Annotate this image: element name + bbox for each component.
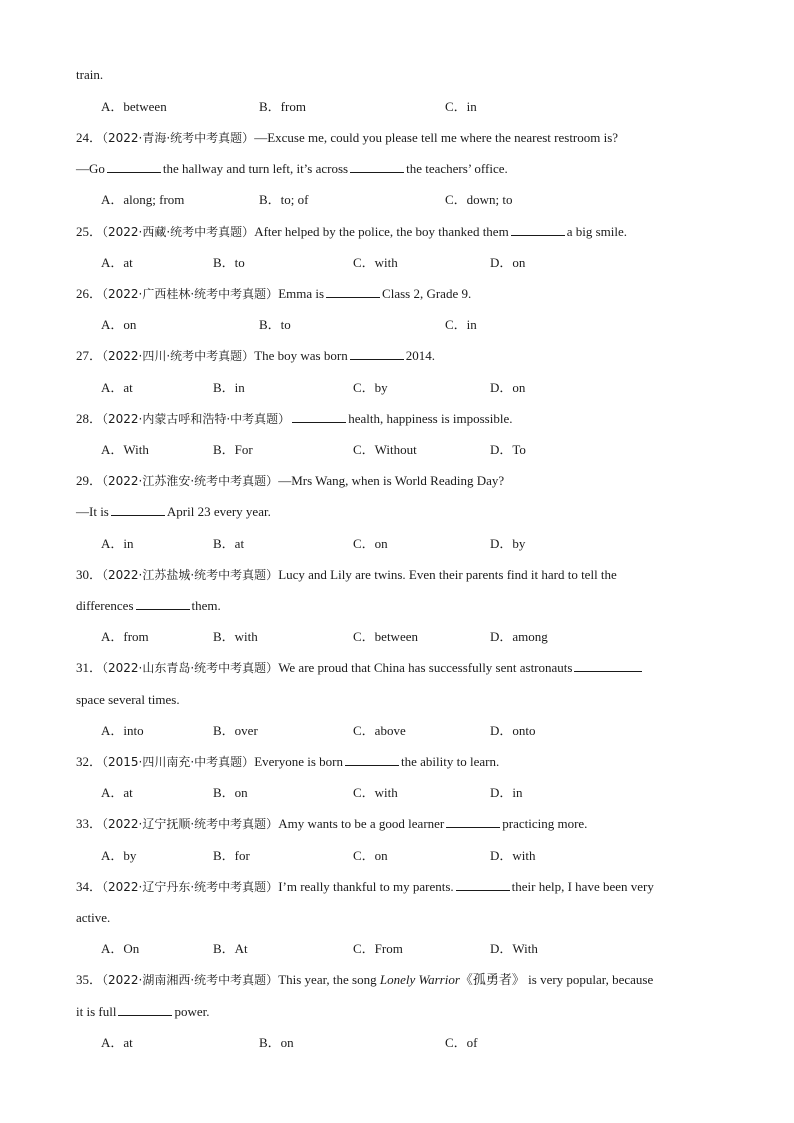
answer-blank [345, 752, 399, 766]
option-b: B．for [213, 848, 250, 863]
option-b: B．For [213, 442, 253, 457]
option-c: C．by [353, 380, 388, 395]
option-a: A．With [101, 442, 149, 457]
option-c: C．Without [353, 442, 417, 457]
option-a: A．on [101, 317, 137, 332]
option-c: C．of [445, 1035, 478, 1050]
question-text: —Excuse me, could you please tell me where the nearest restroom is? [254, 130, 619, 145]
option-d: D．in [490, 785, 523, 800]
question-24-line-2: —Go the hallway and turn left, it’s across the teachers’ office. [76, 161, 508, 176]
option-b: B．with [213, 629, 258, 644]
option-a: A．from [101, 629, 149, 644]
option-a: A．into [101, 723, 144, 738]
option-d: D．among [490, 629, 548, 644]
option-d: D．with [490, 848, 536, 863]
option-d: D．on [490, 255, 526, 270]
answer-blank [118, 1002, 172, 1016]
option-a: A．between [101, 99, 167, 114]
option-a: A．at [101, 255, 133, 270]
question-30-line-2: differences them. [76, 598, 221, 613]
question-35-line-2: it is full power. [76, 1004, 210, 1019]
question-33: 33．（2022·辽宁抚顺·统考中考真题）Amy wants to be a good learner practicing more. [76, 816, 588, 831]
song-title: Lonely Warrior [379, 972, 460, 987]
options-row-32 [101, 783, 751, 803]
option-b: B．over [213, 723, 258, 738]
question-35: 35．（2022·湖南湘西·统考中考真题）This year, the song Lonely Warrior《孤勇者》 is very popular, because [76, 972, 654, 987]
option-b: B．on [259, 1035, 294, 1050]
question-31-line-2: space several times. [76, 692, 180, 707]
option-d: D．With [490, 941, 538, 956]
option-d: D．on [490, 380, 526, 395]
answer-blank [292, 409, 346, 423]
answer-blank [446, 814, 500, 828]
answer-blank [136, 596, 190, 610]
option-a: A．along; from [101, 192, 185, 207]
options-row-23 [101, 97, 751, 117]
option-d: D．by [490, 536, 526, 551]
question-26: 26．（2022·广西桂林·统考中考真题）Emma is Class 2, Grade 9. [76, 286, 472, 301]
option-a: A．in [101, 536, 134, 551]
option-c: C．with [353, 255, 398, 270]
option-a: A．at [101, 380, 133, 395]
options-row-34 [101, 939, 751, 959]
option-b: B．At [213, 941, 248, 956]
option-a: A．at [101, 1035, 133, 1050]
options-row-24 [101, 190, 751, 210]
question-28: 28．（2022·内蒙古呼和浩特·中考真题） health, happiness is impossible. [76, 411, 513, 426]
option-c: C．above [353, 723, 406, 738]
options-row-31 [101, 721, 751, 741]
question-34: 34．（2022·辽宁丹东·统考中考真题）I’m really thankful to my parents. their help, I have been very [76, 879, 654, 894]
option-a: A．at [101, 785, 133, 800]
option-d: D．To [490, 442, 526, 457]
answer-blank [326, 284, 380, 298]
option-c: C．with [353, 785, 398, 800]
options-row-30 [101, 627, 751, 647]
option-a: A．On [101, 941, 140, 956]
question-27: 27．（2022·四川·统考中考真题）The boy was born 2014. [76, 348, 435, 363]
option-b: B．to [213, 255, 245, 270]
option-c: C．on [353, 848, 388, 863]
option-b: B．from [259, 99, 306, 114]
option-c: C．in [445, 317, 477, 332]
question-source: （2022·青海·统考中考真题） [102, 131, 255, 145]
options-row-26 [101, 315, 751, 335]
question-32: 32．（2015·四川南充·中考真题）Everyone is born the ability to learn. [76, 754, 500, 769]
options-row-29 [101, 534, 751, 554]
question-29: 29．（2022·江苏淮安·统考中考真题）—Mrs Wang, when is World Reading Day? [76, 473, 505, 488]
question-34-line-2: active. [76, 910, 111, 925]
answer-blank [574, 658, 642, 672]
option-c: C．on [353, 536, 388, 551]
options-row-28 [101, 440, 751, 460]
options-row-25 [101, 253, 751, 273]
option-c: C．From [353, 941, 403, 956]
option-b: B．on [213, 785, 248, 800]
question-25: 25．（2022·西藏·统考中考真题）After helped by the police, the boy thanked them a big smile. [76, 224, 627, 239]
option-c: C．in [445, 99, 477, 114]
option-c: C．between [353, 629, 418, 644]
answer-blank [456, 877, 510, 891]
option-b: B．at [213, 536, 245, 551]
answer-blank [107, 159, 161, 173]
answer-blank [511, 222, 565, 236]
option-b: B．to [259, 317, 291, 332]
question-24 [76, 128, 754, 148]
answer-blank [350, 346, 404, 360]
options-row-33 [101, 846, 751, 866]
option-c: C．down; to [445, 192, 513, 207]
continued-text: train. [76, 67, 104, 82]
question-30: 30．（2022·江苏盐城·统考中考真题）Lucy and Lily are twins. Even their parents find it hard to tell the [76, 567, 617, 582]
option-b: B．to; of [259, 192, 309, 207]
options-row-27 [101, 378, 751, 398]
option-b: B．in [213, 380, 245, 395]
question-29-line-2: —It is April 23 every year. [76, 504, 271, 519]
option-d: D．onto [490, 723, 536, 738]
answer-blank [111, 502, 165, 516]
option-a: A．by [101, 848, 137, 863]
question-31: 31．（2022·山东青岛·统考中考真题）We are proud that China has successfully sent astronauts [76, 658, 754, 678]
question-number: 24． [76, 130, 103, 145]
answer-blank [350, 159, 404, 173]
options-row-35 [101, 1033, 751, 1053]
